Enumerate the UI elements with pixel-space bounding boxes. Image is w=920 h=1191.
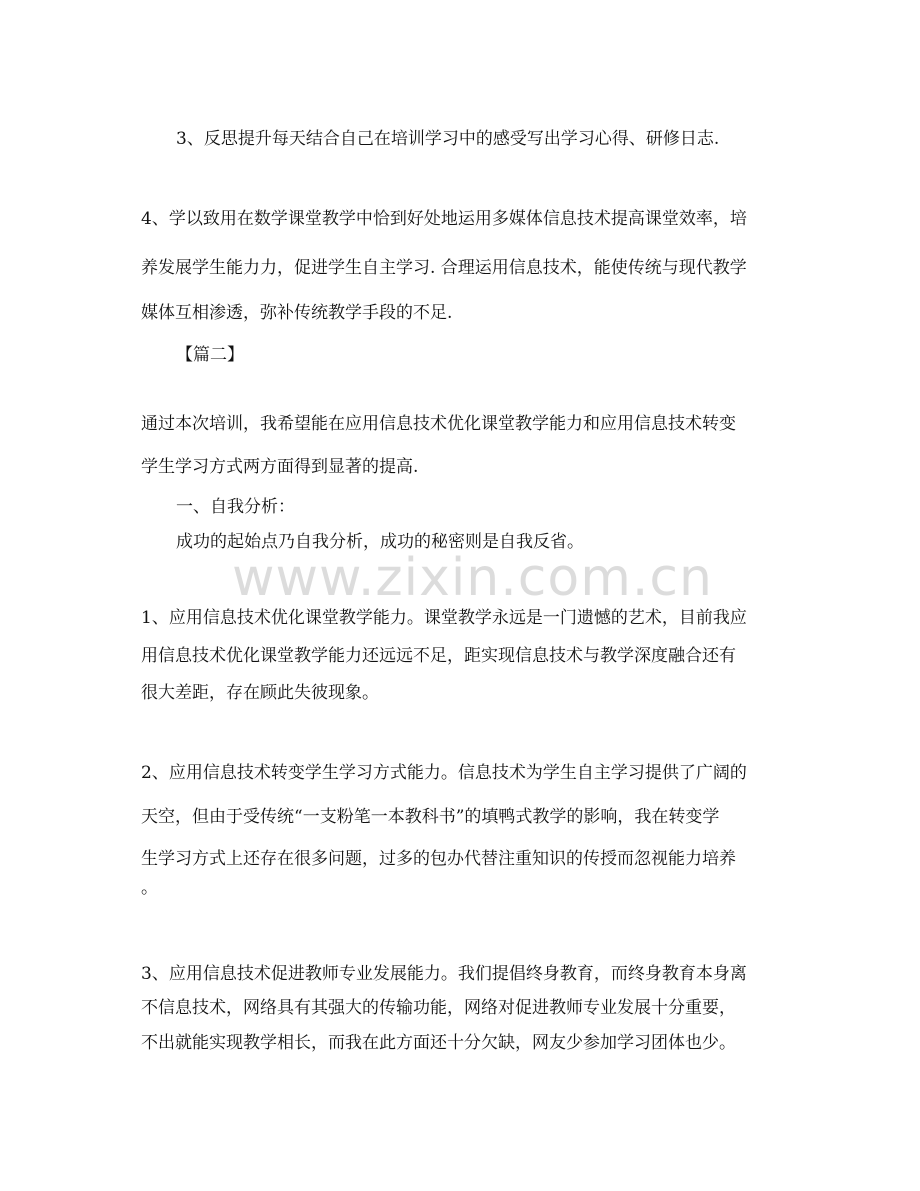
paragraph-line: 3、反思提升每天结合自己在培训学习中的感受写出学习心得、研修日志. [176,129,720,149]
paragraph-line: 2、应用信息技术转变学生学习方式能力。信息技术为学生自主学习提供了广阔的 [141,763,747,783]
paragraph-line: 学生学习方式两方面得到显著的提高. [141,457,419,477]
watermark: www.zixin.com.cn [232,548,713,608]
section-heading: 【篇二】 [176,345,244,365]
subheading: 一、自我分析： [176,497,295,517]
paragraph-line: 3、应用信息技术促进教师专业发展能力。我们提倡终身教育，而终身教育本身离 [141,964,747,984]
paragraph-line: 天空，但由于受传统“一支粉笔一本教科书”的填鸭式教学的影响，我在转变学 [141,807,720,827]
paragraph-line: 。 [141,878,158,898]
paragraph-line: 生学习方式上还存在很多问题，过多的包办代替注重知识的传授而忽视能力培养 [141,849,736,869]
paragraph-line: 1、应用信息技术优化课堂教学能力。课堂教学永远是一门遗憾的艺术，目前我应 [141,608,747,628]
paragraph-line: 4、学以致用在数学课堂教学中恰到好处地运用多媒体信息技术提高课堂效率，培 [141,209,747,229]
paragraph-line: 很大差距，存在顾此失彼现象。 [141,683,379,703]
paragraph-line: 用信息技术优化课堂教学能力还远远不足，距实现信息技术与教学深度融合还有 [141,646,736,666]
paragraph-line: 不信息技术，网络具有其强大的传输功能，网络对促进教师专业发展十分重要， [141,998,736,1018]
paragraph-line: 通过本次培训，我希望能在应用信息技术优化课堂教学能力和应用信息技术转变 [141,414,736,434]
paragraph-line: 成功的起始点乃自我分析，成功的秘密则是自我反省。 [176,532,584,552]
paragraph-line: 养发展学生能力力，促进学生自主学习. 合理运用信息技术，能使传统与现代教学 [141,258,747,278]
paragraph-line: 不出就能实现教学相长，而我在此方面还十分欠缺，网友少参加学习团体也少。 [141,1033,736,1053]
paragraph-line: 媒体互相渗透，弥补传统教学手段的不足. [141,303,453,323]
